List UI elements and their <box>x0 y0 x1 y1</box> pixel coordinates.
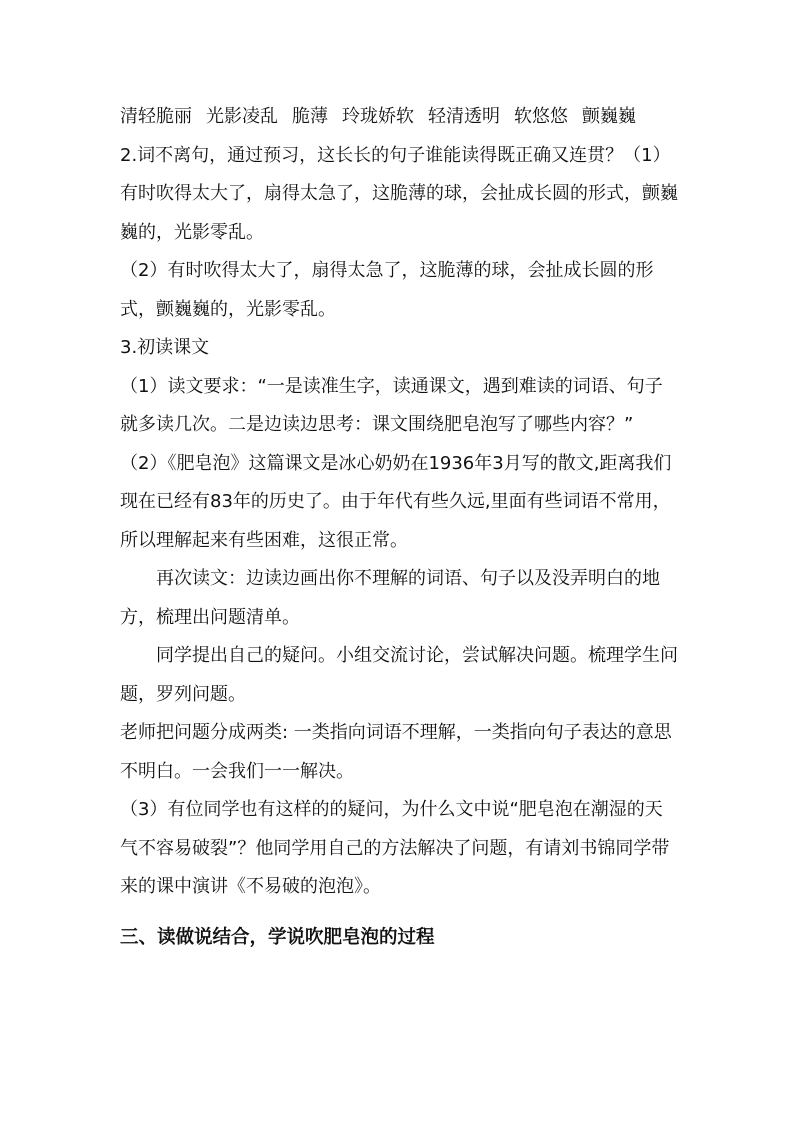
vocab-word: 脆薄 <box>292 106 328 127</box>
paragraph-sentence-reading: 2.词不离句，通过预习，这长长的句子谁能读得既正确又连贯？（1）有时吹得太大了，扇得太急了，这脆薄的球，会扯成长圆的形式，颤巍巍的，光影零乱。 <box>120 144 678 243</box>
paragraph-reading-requirements: （1）读文要求：“一是读准生字，读通课文，遇到难读的词语、句子就多读几次。二是边读边思考：课文围绕肥皂泡写了哪些内容？” <box>120 375 663 435</box>
vocab-word: 清轻脆丽 <box>120 106 192 127</box>
vocab-word: 玲珑娇软 <box>342 106 414 127</box>
vocab-word: 颤巍巍 <box>582 106 636 127</box>
vocab-word: 光影凌乱 <box>206 106 278 127</box>
vocabulary-line <box>120 98 680 137</box>
vocab-word: 轻清透明 <box>428 106 500 127</box>
paragraph-text-background: （2）《肥皂泡》这篇课文是冰心奶奶在1936年3月写的散文,距离我们现在已经有83年的历史了。由于年代有些久远,里面有些词语不常用，所以理解起来有些困难，这很正常。 <box>120 452 672 551</box>
paragraph-first-reading-title: 3.初读课文 <box>120 337 210 358</box>
paragraph-teacher-classification: 老师把问题分成两类: 一类指向词语不理解，一类指向句子表达的意思不明白。一会我们一一解决。 <box>120 722 672 782</box>
paragraph-sentence-repeat: （2）有时吹得太大了，扇得太急了，这脆薄的球，会扯成长圆的形式，颤巍巍的，光影零乱。 <box>120 260 654 320</box>
section-heading: 三、读做说结合，学说吹肥皂泡的过程 <box>120 926 435 948</box>
paragraph-reread: 再次读文：边读边画出你不理解的词语、句子以及没弄明白的地方，梳理出问题清单。 <box>120 568 660 628</box>
paragraph-student-speech: （3）有位同学也有这样的的疑问，为什么文中说“肥皂泡在潮湿的天气不容易破裂”？他同学用自己的方法解决了问题，有请刘书锦同学带来的课中演讲《不易破的泡泡》。 <box>120 799 670 897</box>
document-body <box>120 98 680 957</box>
paragraph-student-questions: 同学提出自己的疑问。小组交流讨论，尝试解决问题。梳理学生问题，罗列问题。 <box>120 645 678 705</box>
vocab-word: 软悠悠 <box>514 106 568 127</box>
